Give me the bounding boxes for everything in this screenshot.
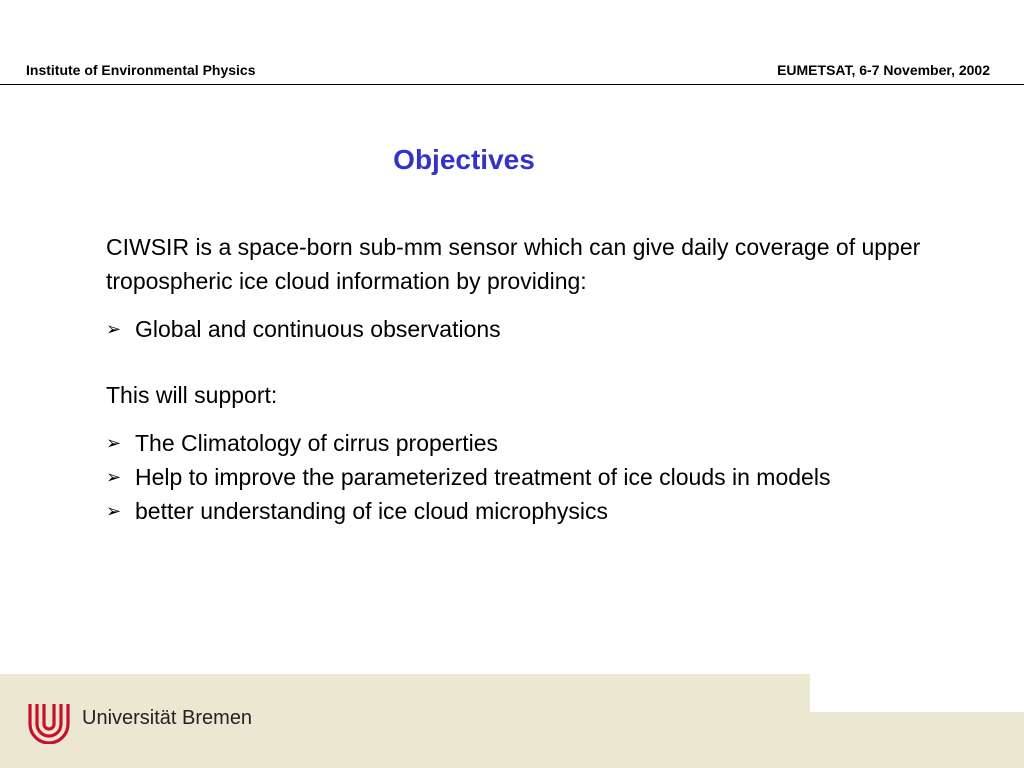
bullet-item <box>106 312 966 346</box>
bullet-text: better understanding of ice cloud microphysics <box>135 498 609 524</box>
bullet-item <box>106 426 966 460</box>
header-institute: Institute of Environmental Physics <box>26 62 256 78</box>
university-bremen-logo-icon <box>26 700 72 744</box>
footer-band-lower <box>810 712 1024 768</box>
bullet-arrow-icon: ➢ <box>106 501 122 521</box>
support-heading: This will support: <box>106 382 278 408</box>
bullet-text: Global and continuous observations <box>135 316 501 342</box>
header-divider <box>0 84 1024 85</box>
bullet-arrow-icon: ➢ <box>106 467 122 487</box>
header-event: EUMETSAT, 6-7 November, 2002 <box>777 62 990 78</box>
bullet-arrow-icon: ➢ <box>106 319 122 339</box>
bullet-arrow-icon: ➢ <box>106 433 122 453</box>
slide-title: Objectives <box>393 144 535 175</box>
bullet-text: Help to improve the parameterized treatment of ice clouds in models <box>135 464 831 490</box>
university-name: Universität Bremen <box>82 707 253 729</box>
bullet-item <box>106 494 966 528</box>
slide-body <box>106 230 966 528</box>
intro-paragraph: CIWSIR is a space-born sub-mm sensor which can give daily coverage of upper tropospheric ice cloud information by providing: <box>106 234 921 294</box>
bullet-text: The Climatology of cirrus properties <box>135 430 499 456</box>
bullet-item <box>106 460 966 494</box>
